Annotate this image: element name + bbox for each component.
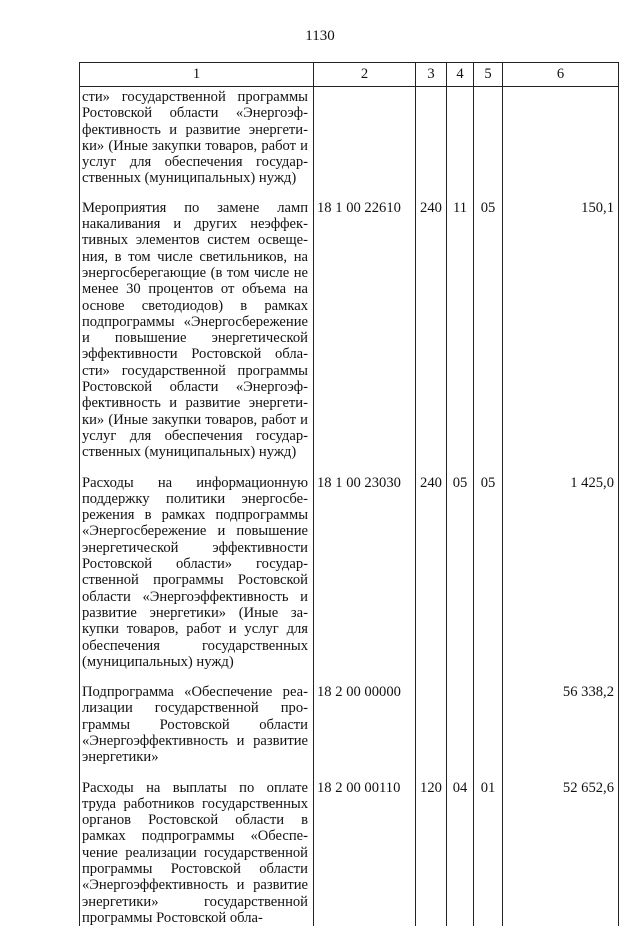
row-amount: 150,1 [503,200,619,475]
table-row [80,200,619,475]
row-amount: 56 338,2 [503,684,619,779]
column-header-3: 3 [416,63,447,87]
table-row [80,475,619,685]
row-description: Мероприятия по замене ламп накаливания и других неэффективных элементов систем освещения, в том числе светильников, на энергосберегающие (в том числе не менее 30 процентов от объема на основе светодиодов) в рамках подпрограммы «Энергосбережение и повышение энергетической эффективности Ростовской области» государственной программы Ростовской области «Энергоэффективность и развитие энергетики» (Иные закупки товаров, работ и услуг для обеспечения государственных (муниципальных) нужд) [80,200,314,475]
row-target-code: 18 2 00 00000 [314,684,416,779]
row-section: 11 [447,200,474,475]
row-amount: 1 425,0 [503,475,619,685]
row-target-code: 18 1 00 23030 [314,475,416,685]
row-section [447,87,474,200]
table-header-row [80,63,619,87]
column-header-4: 4 [447,63,474,87]
row-target-code: 18 2 00 00110 [314,780,416,926]
column-header-5: 5 [474,63,503,87]
row-target-code: 18 1 00 22610 [314,200,416,475]
row-description: Расходы на выплаты по оплате труда работников государственных органов Ростовской области в рамках подпрограммы «Обеспечение реализации государственной программы Ростовской области «Энергоэффективность и развитие энергетики» государственной программы Ростовской обла- [80,780,314,926]
row-section [447,684,474,779]
row-description: Подпрограмма «Обеспечение реализации государственной программы Ростовской области «Энергоэффективность и развитие энергетики» [80,684,314,779]
row-expense-type [416,684,447,779]
column-header-2: 2 [314,63,416,87]
row-expense-type: 240 [416,475,447,685]
table-row [80,780,619,926]
page-number: 1130 [305,28,335,44]
row-subsection [474,87,503,200]
row-subsection [474,684,503,779]
row-section: 04 [447,780,474,926]
row-expense-type [416,87,447,200]
row-subsection: 05 [474,200,503,475]
row-amount [503,87,619,200]
row-description: Расходы на информационную поддержку политики энергосбережения в рамках подпрограммы «Энергосбережение и повышение энергетической эффективности Ростовской области» государственной программы Ростовской области «Энергоэффективность и развитие энергетики» (Иные закупки товаров, работ и услуг для обеспечения государственных (муниципальных) нужд) [80,475,314,685]
row-subsection: 01 [474,780,503,926]
budget-table [79,62,619,926]
row-target-code [314,87,416,200]
table-row [80,684,619,779]
column-header-6: 6 [503,63,619,87]
table-row [80,87,619,200]
row-expense-type: 120 [416,780,447,926]
row-section: 05 [447,475,474,685]
row-amount: 52 652,6 [503,780,619,926]
row-subsection: 05 [474,475,503,685]
row-description: сти» государственной программы Ростовской области «Энергоэффективность и развитие энергетики» (Иные закупки товаров, работ и услуг для обеспечения государственных (муниципальных) нужд) [80,87,314,200]
column-header-1: 1 [80,63,314,87]
row-expense-type: 240 [416,200,447,475]
